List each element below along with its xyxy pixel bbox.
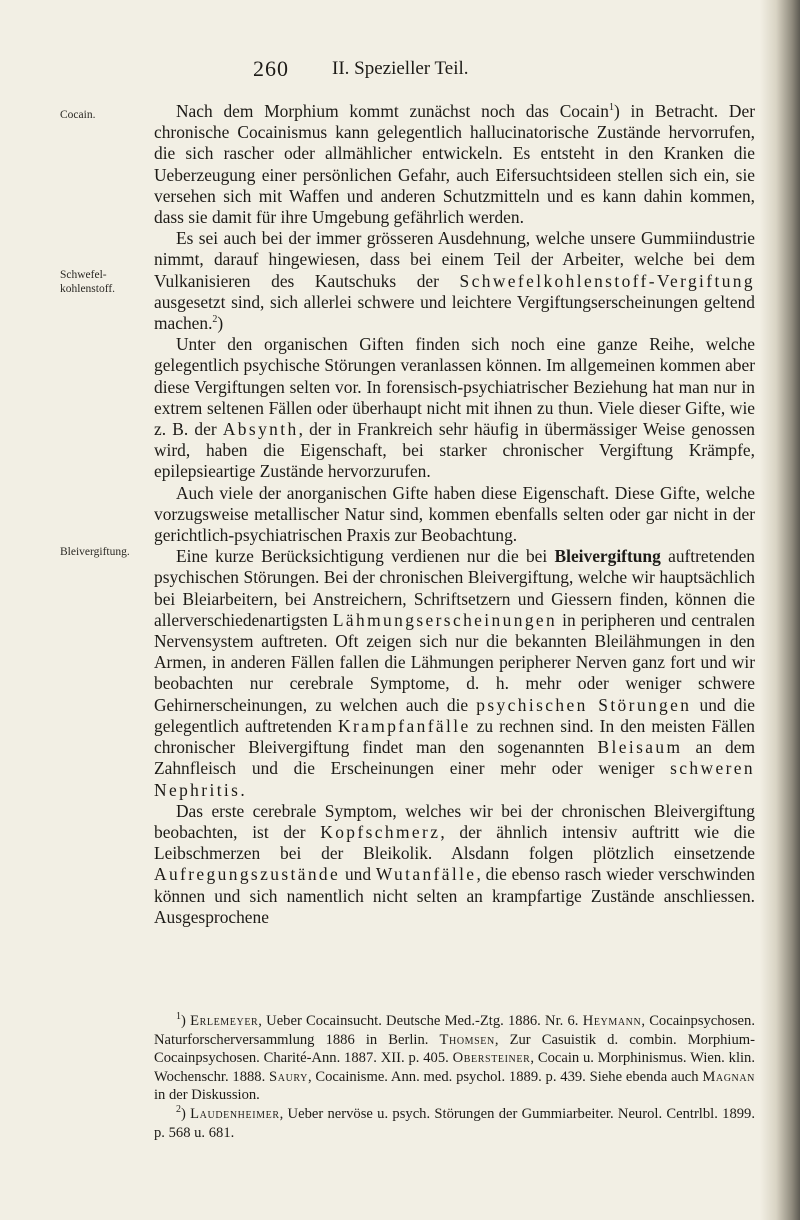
paragraph-kopfschmerz: [154, 801, 755, 928]
footnote-ref: 2: [212, 314, 218, 326]
term-cocain: Cocain: [559, 101, 609, 121]
paragraph-bleivergiftung: [154, 546, 755, 800]
text-run: Nach dem Morphium kommt zunächst noch das: [176, 101, 560, 121]
text-run: , Zur Casuistik d. combin. Morphium-Cocainpsychosen. Charité-Ann. 1887. XII. p. 405.: [154, 1031, 755, 1067]
text-run: Unter den organischen Giften finden sich noch eine ganze Reihe, welche gelegentlich psychische Störungen veranlassen können. Im allgemeinen kommen aber diese Vergiftungen selten vor. In forensisch-psychiatrischer Beziehung hat man nur in extrem seltenen Fällen oder überhaupt nicht mit ihnen zu thun. Viele dieser Gifte, wie z. B. der: [154, 334, 755, 440]
term-schwefelkohlenstoff: Schwefelkohlenstoff-Vergiftung: [459, 270, 755, 291]
book-spine-shadow: [760, 0, 800, 1220]
term-kopfschmerz: Kopfschmerz: [320, 821, 441, 842]
margin-note-cocain: Cocain.: [60, 109, 96, 121]
term-bleivergiftung: Bleivergiftung: [554, 546, 661, 567]
text-run: , der in Frankreich sehr häufig in übermässiger Weise genossen wird, haben die Eigenschaft, bei starker chronischer Vergiftung Krämpfe, epilepsieartige Zustände hervorzurufen.: [154, 419, 755, 482]
author-name: Erlemeyer: [190, 1013, 259, 1029]
text-run: , Cocainpsychosen. Naturforscherversammlung 1886 in Berlin.: [154, 1013, 755, 1048]
term-psychische-stoerungen: psychischen Störungen: [476, 694, 692, 715]
footnotes: [154, 1012, 755, 1142]
term-laehmungserscheinungen: Lähmungserscheinungen: [332, 609, 558, 630]
footnote-mark: 2: [176, 1104, 181, 1116]
text-run: an dem Zahnfleisch und die Erscheinungen einer mehr oder weniger: [154, 737, 755, 779]
text-run: , Cocain u. Morphinismus. Wien. klin. Wochenschr. 1888.: [154, 1050, 756, 1085]
term-nephritis: schweren Nephritis: [154, 758, 755, 800]
text-run: in der Diskussion.: [154, 1087, 260, 1104]
footnote-ref: 1: [608, 102, 614, 114]
text-run: , Cocainisme. Ann. med. psychol. 1889. p. 439. Siehe ebenda auch: [307, 1068, 703, 1085]
page-header: [0, 56, 800, 86]
text-run: auftretenden psychischen Störungen. Bei der chronischen Bleivergiftung, welche wir hauptsächlich bei Bleiarbeitern, bei Anstreichern, Schriftsetzern und Giessern finden, können die allerverschiedenartigsten: [154, 546, 756, 630]
author-name: Obersteiner: [452, 1050, 531, 1067]
text-run: ): [217, 313, 224, 334]
text-run: , der ähnlich intensiv auftritt wie die Leibschmerzen bei der Bleikolik. Alsdann folgen plötzlich einsetzende: [154, 821, 755, 864]
paragraph-cocain: [154, 101, 755, 228]
footnote-mark: 1: [176, 1011, 181, 1023]
margin-note-line: Schwefel-: [60, 269, 107, 281]
text-run: ausgesetzt sind, sich allerlei schwere und leichtere Vergiftungserscheinungen geltend machen.: [154, 291, 755, 334]
paragraph-organische-gifte: [154, 334, 755, 482]
text-run: und die gelegentlich auftretenden: [154, 694, 755, 736]
term-wutanfaelle: Wutanfälle: [375, 864, 477, 885]
text-run: , Ueber Cocainsucht. Deutsche Med.-Ztg. 1886. Nr. 6.: [258, 1013, 583, 1029]
text-run: Es sei auch bei der immer grösseren Ausdehnung, welche unsere Gummiindustrie nimmt, darauf hingewiesen, dass bei einem Teil der Arbeiter, welche bei dem Vulkanisieren des Kautschuks der: [154, 228, 755, 291]
text-run: und: [340, 864, 376, 885]
margin-note-schwefelkohlenstoff: [60, 268, 140, 296]
author-name: Heymann: [582, 1013, 642, 1029]
running-title: II. Spezieller Teil.: [332, 58, 469, 79]
margin-note-bleivergiftung: Bleivergiftung.: [60, 546, 130, 558]
term-bleisaum: Bleisaum: [597, 737, 683, 758]
main-text: [154, 101, 755, 928]
paragraph-schwefelkohlenstoff: [154, 228, 755, 334]
author-name: Laudenheimer: [190, 1105, 280, 1122]
author-name: Saury: [269, 1068, 308, 1085]
text-run: Eine kurze Berücksichtigung verdienen nur die bei: [176, 546, 555, 567]
term-aufregungszustaende: Aufregungszustände: [154, 864, 341, 885]
footnote-1: $^1$) Erlemeyer, Ueber Cocainsucht. Deutsche Med.-Ztg. 1886. Nr. 6. Heymann, Cocainpsychosen. Naturforscherversammlung 1886 in Berlin. Thomsen, Zur Casuistik d. combin. Morphium-Cocainpsychosen. Charité-Ann. 1887. XII. p. 405. Obersteiner, Cocain u. Morphinismus. Wien. klin. Wochenschr. 1888. Saury, Cocainisme. Ann. med. psychol. 1889. p. 439. Siehe ebenda auch Magnan in der Diskussion.: [154, 1011, 756, 1104]
text-run: zu rechnen sind. In den meisten Fällen chronischer Bleivergiftung findet man den sogenannten: [154, 715, 755, 758]
text-run: Das erste cerebrale Symptom, welches wir bei der chronischen Bleivergiftung beobachten, ist der: [154, 800, 755, 842]
author-name: Magnan: [702, 1068, 755, 1085]
paragraph-anorganische-gifte: Auch viele der anorganischen Gifte haben diese Eigenschaft. Diese Gifte, welche vorzugsweise metallischer Natur sind, kommen ebenfalls selten oder gar nicht in der gerichtlich-psychiatrischen Praxis zur Beobachtung.: [154, 482, 755, 546]
page-number: 260: [253, 56, 289, 81]
text-run: , Ueber nervöse u. psych. Störungen der Gummiarbeiter. Neurol. Centrlbl. 1899. p. 568 u. 681.: [154, 1105, 755, 1141]
term-krampfanfaelle: Krampfanfälle: [338, 715, 471, 736]
text-run: .: [240, 779, 245, 800]
term-absynth: Absynth: [222, 419, 299, 440]
author-name: Thomsen: [439, 1031, 495, 1048]
footnote-2: $^2$) Laudenheimer, Ueber nervöse u. psych. Störungen der Gummiarbeiter. Neurol. Centrlbl. 1899. p. 568 u. 681.: [154, 1104, 755, 1141]
text-run: in peripheren und centralen Nervensystem auftreten. Oft zeigen sich nur die bekannten Bleilähmungen in den Armen, in anderen Fällen fallen die Lähmungen peripherer Nerven ganz fort und wir beobachten nur cerebrale Symptome, d. h. mehr oder weniger schwere Gehirnerscheinungen, zu welchen auch die: [154, 609, 756, 715]
text-run: ) in Betracht. Der chronische Cocainismus kann gelegentlich hallucinatorische Zustände hervorrufen, die sich rascher oder allmählicher entwickeln. Es entsteht in den Kranken die Ueberzeugung einer persönlichen Gefahr, auch Eifersuchtsideen stellen sich ein, sie versehen sich mit Waffen und anderen Schutzmitteln und es kann dahin kommen, dass sie damit für ihre Umgebung gefährlich werden.: [154, 101, 755, 228]
text-run: , die ebenso rasch wieder verschwinden können und sich namentlich nicht selten an krampfartige Zustände anschliessen. Ausgesprochene: [154, 864, 755, 927]
margin-note-line: kohlenstoff.: [60, 283, 116, 295]
